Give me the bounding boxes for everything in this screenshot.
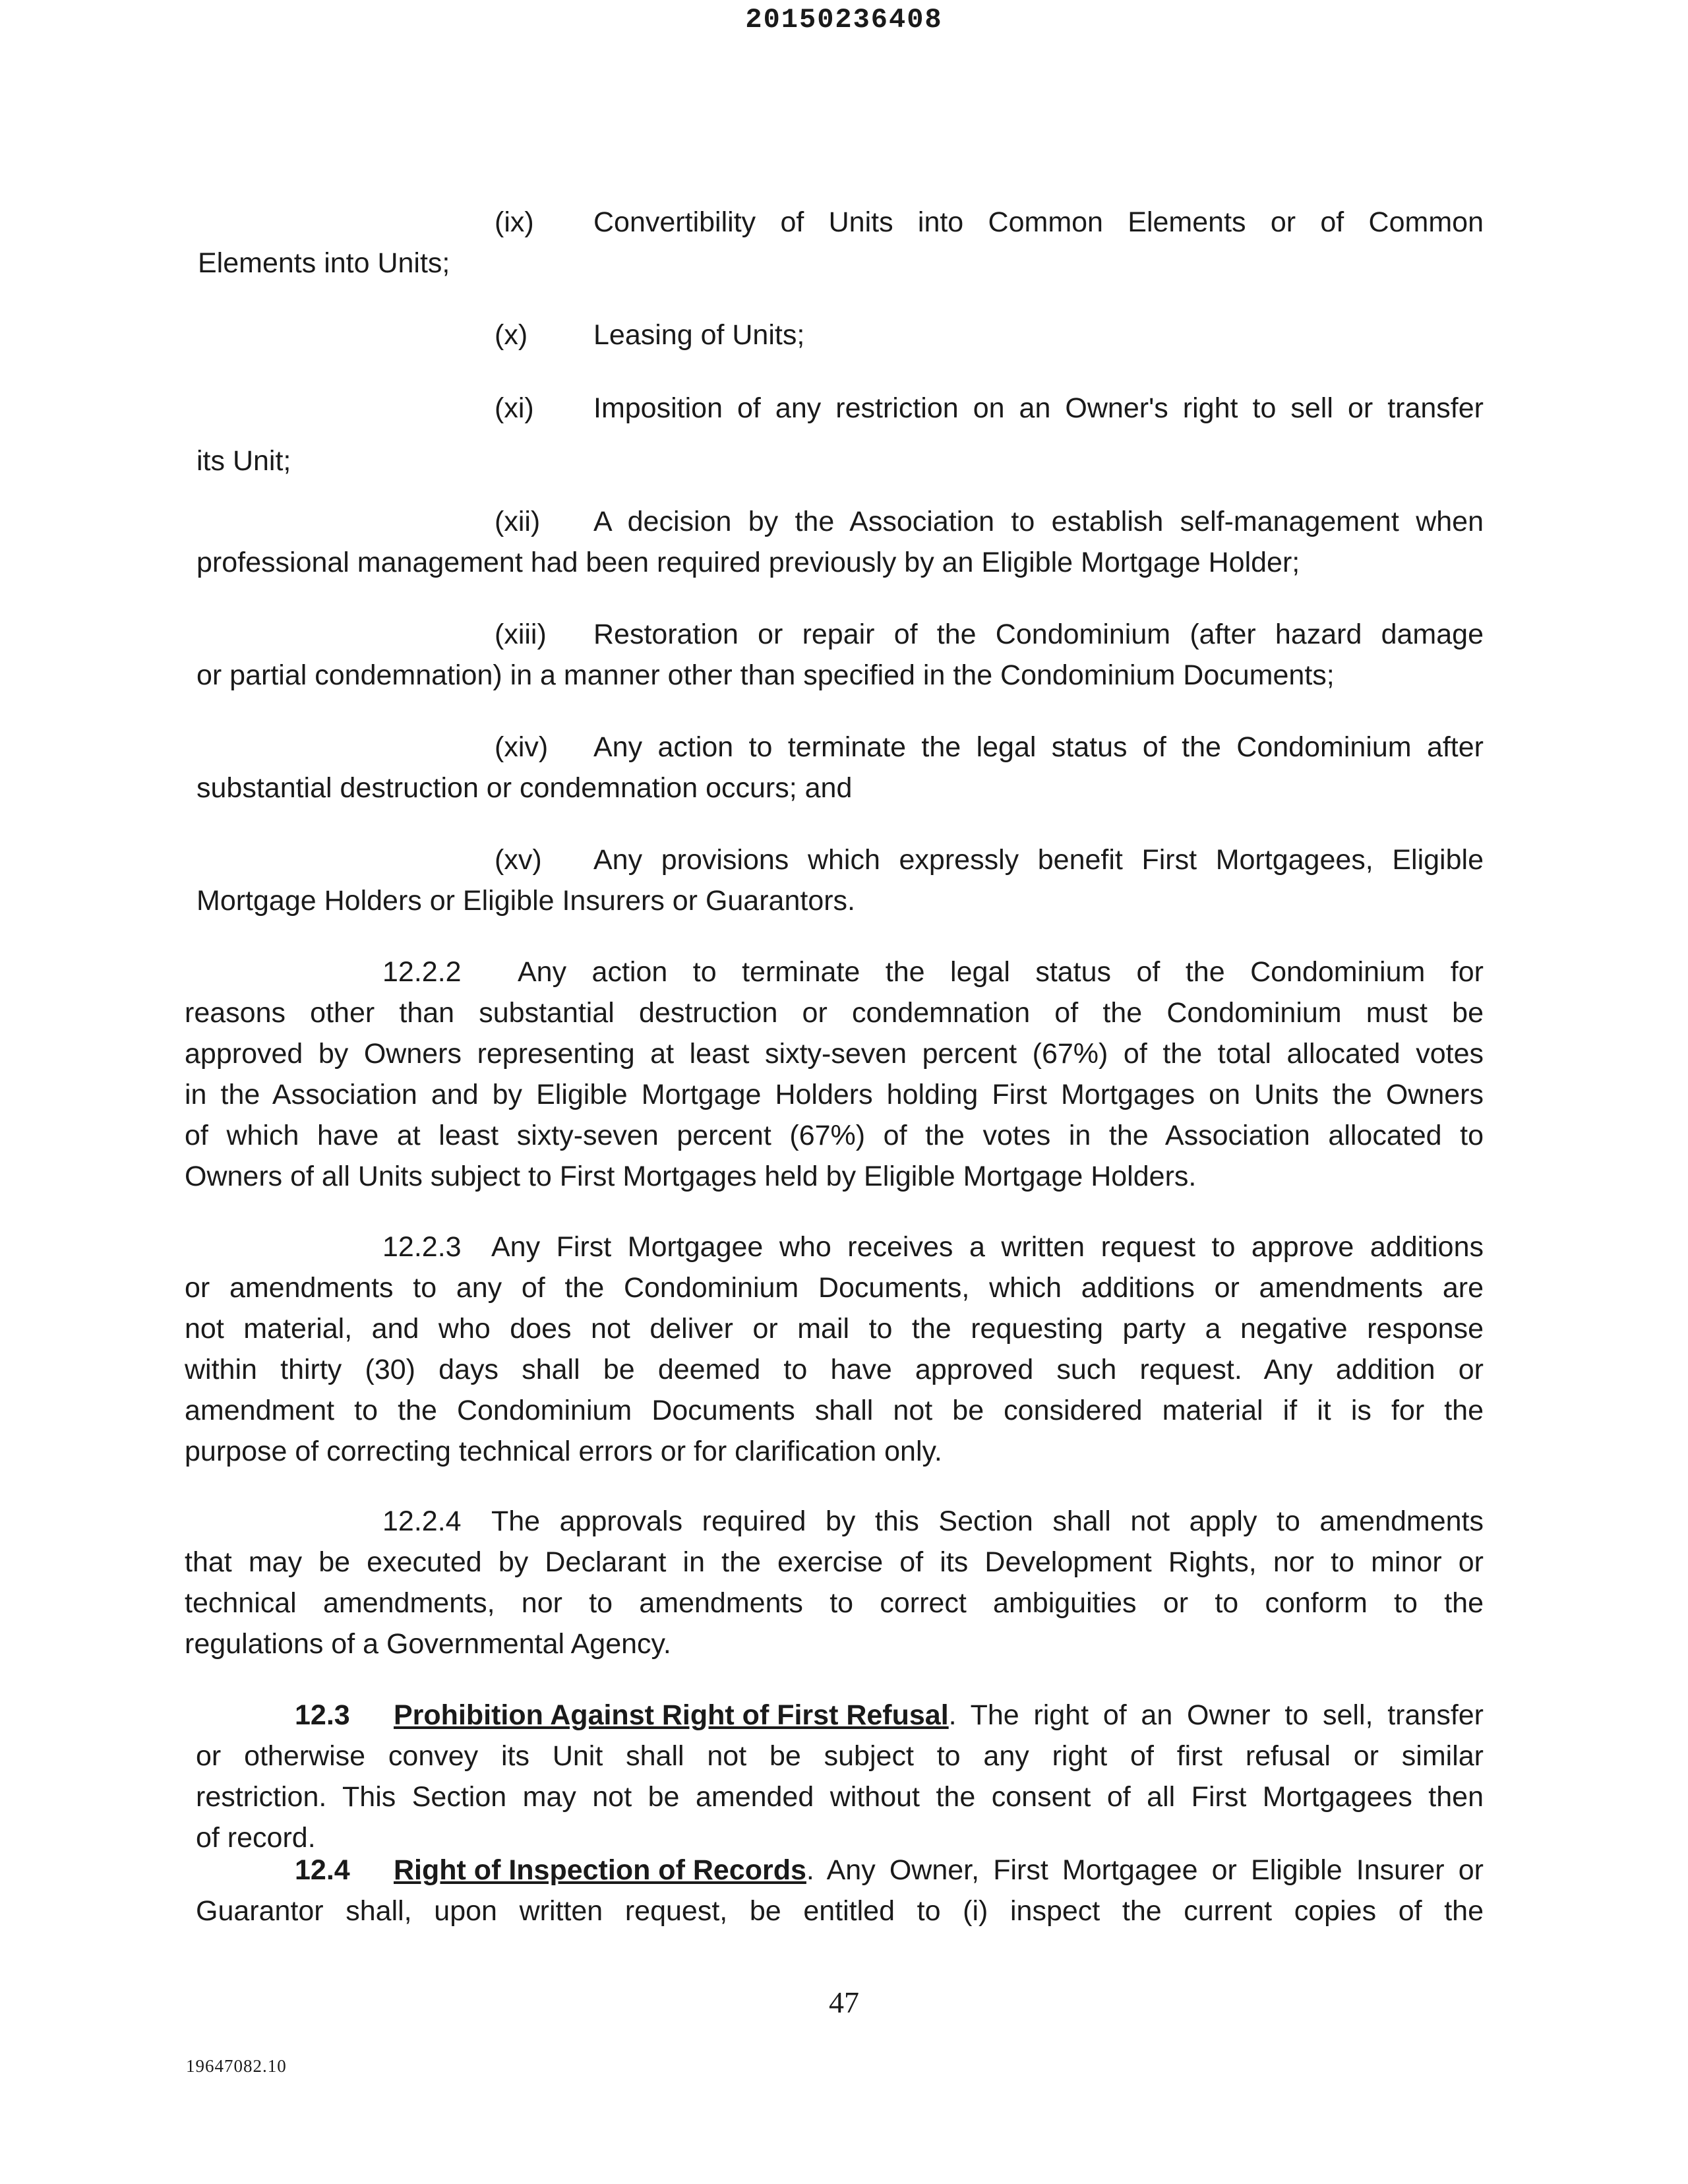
list-item-xiv xyxy=(185,727,1484,808)
item-number: (xv) xyxy=(495,844,542,876)
document-id: 19647082.10 xyxy=(186,2056,287,2076)
item-number: (ix) xyxy=(495,206,534,238)
section-title: Prohibition Against Right of First Refusal xyxy=(394,1699,949,1731)
section-12-4: 12.4 Right of Inspection of Records . Any Owner, First Mortgagee or Eligible Insurer or Guarantor shall, upon written request, be entitled to (i) inspect the current copies of the xyxy=(196,1850,1484,1931)
item-continuation: professional management had been required previously by an Eligible Mortgage Holder; xyxy=(196,547,1300,578)
item-number: (xiv) xyxy=(495,731,549,763)
item-text: Leasing of Units; xyxy=(593,319,805,351)
list-item-xiii xyxy=(185,614,1484,696)
list-item-xv xyxy=(185,839,1484,921)
list-item-ix xyxy=(185,202,1484,284)
item-text: Any action to terminate the legal status of the Condominium after xyxy=(593,731,1484,763)
item-text: Restoration or repair of the Condominium (after hazard damage xyxy=(593,619,1484,650)
section-12-3: 12.3 Prohibition Against Right of First Refusal . The right of an Owner to sell, transfer or otherwise convey its Unit shall not be subject to any right of first refusal or similar restriction. This Section may not be amended without the consent of all First Mortgagees then of record. xyxy=(196,1695,1484,1858)
item-continuation: its Unit; xyxy=(196,445,291,477)
item-continuation: substantial destruction or condemnation occurs; and xyxy=(196,772,853,804)
item-text: A decision by the Association to establish self-management when xyxy=(593,506,1484,537)
section-number: 12.2.3 xyxy=(382,1231,462,1263)
item-number: (xii) xyxy=(495,506,541,537)
list-item-x xyxy=(185,315,1484,355)
list-item-xii xyxy=(185,501,1484,583)
item-text: Any provisions which expressly benefit First Mortgagees, Eligible xyxy=(593,844,1484,876)
section-number: 12.2.2 xyxy=(382,956,462,988)
item-continuation: or partial condemnation) in a manner other than specified in the Condominium Documents; xyxy=(196,659,1335,691)
item-text: Imposition of any restriction on an Owner's right to sell or transfer xyxy=(593,392,1484,424)
item-number: (x) xyxy=(495,319,528,351)
section-12-2-4: 12.2.4 The approvals required by this Section shall not apply to amendments that may be executed by Declarant in the exercise of its Development Rights, nor to minor or technical amendments, nor to amendments to correct ambiguities or to conform to the regulations of a Governmental Agency. xyxy=(185,1501,1484,1664)
page-number: 47 xyxy=(829,1986,859,2019)
section-12-2-2: 12.2.2 Any action to terminate the legal status of the Condominium for reasons other than substantial destruction or condemnation of the Condominium must be approved by Owners representing at least sixty-seven percent (67%) of the total allocated votes in the Association and by Eligible Mortgage Holders holding First Mortgages on Units the Owners of which have at least sixty-seven percent (67%) of the votes in the Association allocated to Owners of all Units subject to First Mortgages held by Eligible Mortgage Holders. xyxy=(185,952,1484,1197)
section-12-2-3: 12.2.3 Any First Mortgagee who receives a written request to approve additions or amendments to any of the Condominium Documents, which additions or amendments are not material, and who does not deliver or mail to the requesting party a negative response within thirty (30) days shall be deemed to have approved such request. Any addition or amendment to the Condominium Documents shall not be considered material if it is for the purpose of correcting technical errors or for clarification only. xyxy=(185,1227,1484,1472)
item-text: Convertibility of Units into Common Elements or of Common xyxy=(593,206,1484,238)
item-continuation: Elements into Units; xyxy=(198,247,450,279)
item-continuation: Mortgage Holders or Eligible Insurers or Guarantors. xyxy=(196,885,855,917)
item-number: (xi) xyxy=(495,392,534,424)
section-number: 12.3 xyxy=(295,1699,350,1731)
section-number: 12.2.4 xyxy=(382,1505,462,1537)
section-title: Right of Inspection of Records xyxy=(394,1854,806,1886)
document-number: 20150236408 xyxy=(745,4,943,36)
list-item-xi xyxy=(185,388,1484,477)
item-number: (xiii) xyxy=(495,619,547,650)
section-number: 12.4 xyxy=(295,1854,350,1886)
